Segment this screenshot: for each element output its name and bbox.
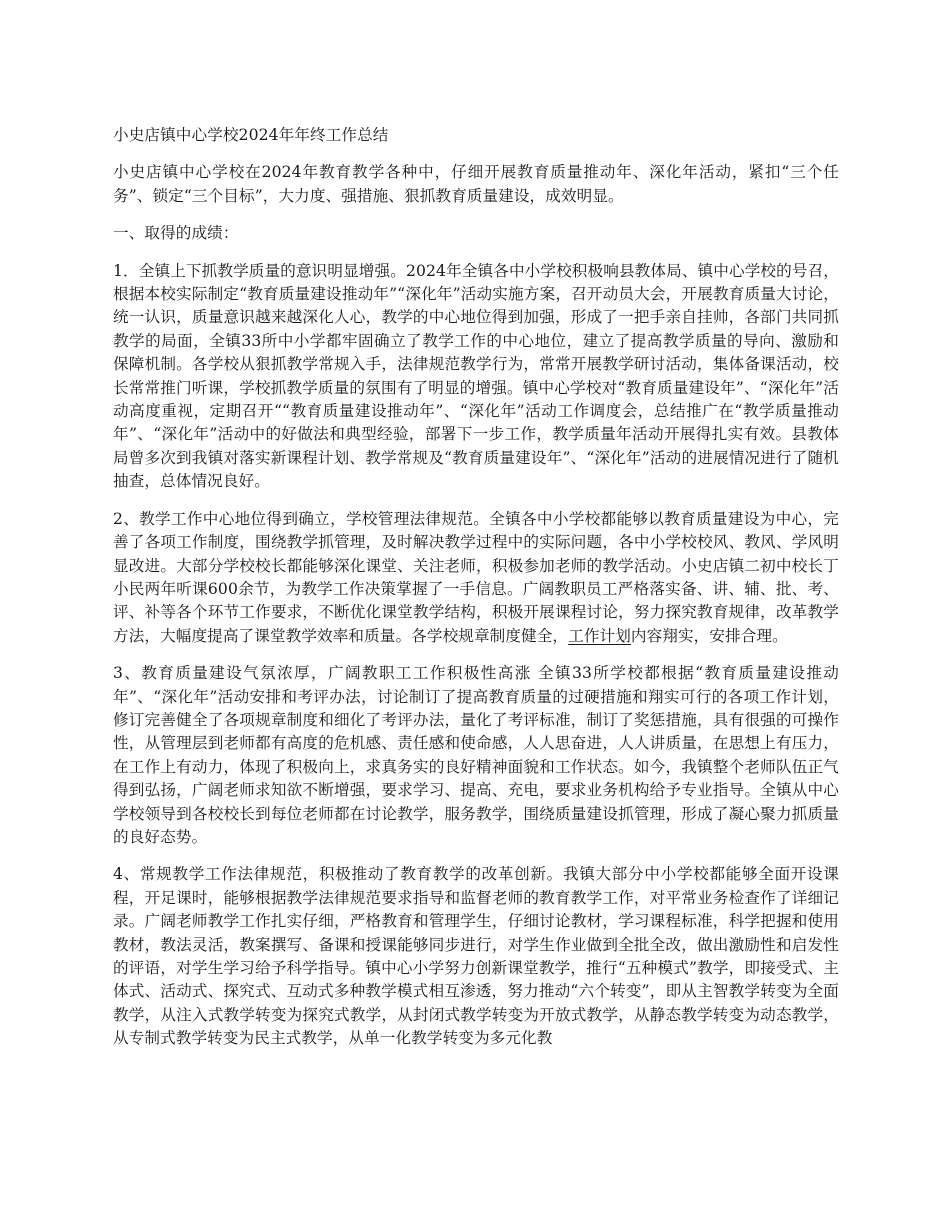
intro-paragraph: 小史店镇中心学校在2024年教育教学各种中，仔细开展教育质量推动年、深化年活动，紧扣“三个任务”、锁定“三个目标”，大力度、强措施、狠抓教育质量建设，成效明显。	[113, 163, 839, 205]
paragraph-2-text: 2、教学工作中心地位得到确立，学校管理法律规范。全镇各中小学校都能够以教育质量建设为中心，完善了各项工作制度，围绕教学抓管理，及时解决教学过程中的实际问题，各中小学校校风、教风、学风明显改进。大部分学校校长都能够深化课堂、关注老师，积极参加老师的教学活动。小史店镇二初中校长丁小民两年听课600余节，为教学工作决策掌握了一手信息。广阔教职员工严格落实备、讲、辅、批、考、评、补等各个环节工作要求，不断优化课堂教学结构，积极开展课程讨论，努力探究教育规律，改革教学方法，大幅度提高了课堂教学效率和质量。各学校规章制度健全，	[113, 509, 839, 645]
paragraph-3: 3、教育质量建设气氛浓厚，广阔教职工工作积极性高涨 全镇33所学校都根据“教育质量建设推动年”、“深化年”活动安排和考评办法，讨论制订了提高教育质量的过硬措施和翔实可行的各项工作计划，修订完善健全了各项规章制度和细化了考评办法，量化了考评标准，制订了奖惩措施，具有很强的可操作性，从管理层到老师都有高度的危机感、责任感和使命感，人人思奋进，人人讲质量，在思想上有压力，在工作上有动力，体现了积极向上，求真务实的良好精神面貌和工作状态。如今，我镇整个老师队伍正气得到弘扬，广阔老师求知欲不断增强，要求学习、提高、充电，要求业务机构给予专业指导。全镇从中心学校领导到各校校长到每位老师都在讨论教学，服务教学，围绕质量建设抓管理，形成了凝心聚力抓质量的良好态势。	[113, 664, 839, 846]
paragraph-2-tail: 内容翔实，安排合理。	[630, 626, 788, 645]
work-plan-link[interactable]: 工作计划	[568, 626, 631, 645]
paragraph-4: 4、常规教学工作法律规范，积极推动了教育教学的改革创新。我镇大部分中小学校都能够全面开设课程，开足课时，能够根据教学法律规范要求指导和监督老师的教育教学工作，对平常业务检查作了详细记录。广阔老师教学工作扎实仔细，严格教育和管理学生，仔细讨论教材，学习课程标准，科学把握和使用教材，教法灵活，教案撰写、备课和授课能够同步进行，对学生作业做到全批全改，做出激励性和启发性的评语，对学生学习给予科学指导。镇中心小学努力创新课堂教学，推行“五种模式”教学，即接受式、主体式、活动式、探究式、互动式多种教学模式相互渗透，努力推动“六个转变”，即从主智教学转变为全面教学，从注入式教学转变为探究式教学，从封闭式教学转变为开放式教学，从静态教学转变为动态教学，从专制式教学转变为民主式教学，从单一化教学转变为多元化教	[113, 865, 839, 1048]
document-page	[113, 124, 839, 1065]
section-heading: 一、取得的成绩：	[113, 224, 239, 243]
paragraph-1: 1．全镇上下抓教学质量的意识明显增强。2024年全镇各中小学校积极响县教体局、镇中心学校的号召，根据本校实际制定“教育质量建设推动年”“深化年”活动实施方案，召开动员大会，开展教育质量大讨论，统一认识，质量意识越来越深化人心，教学的中心地位得到加强，形成了一把手亲自挂帅，各部门共同抓教学的局面，全镇33所中小学都牢固确立了教学工作的中心地位，建立了提高教学质量的导向、激励和保障机制。各学校从狠抓教学常规入手，法律规范教学行为，常常开展教学研讨活动，集体备课活动，校长常常推门听课，学校抓教学质量的氛围有了明显的增强。镇中心学校对“教育质量建设年”、“深化年”活动高度重视，定期召开““教育质量建设推动年”、“深化年”活动工作调度会，总结推广在“教学质量推动年”、“深化年”活动中的好做法和典型经验，部署下一步工作，教学质量年活动开展得扎实有效。县教体局曾多次到我镇对落实新课程计划、教学常规及“教育质量建设年”、“深化年”活动的进展情况进行了随机抽查，总体情况良好。	[113, 261, 839, 491]
document-title: 小史店镇中心学校2024年年终工作总结	[113, 126, 389, 144]
paragraph-2	[113, 508, 839, 648]
